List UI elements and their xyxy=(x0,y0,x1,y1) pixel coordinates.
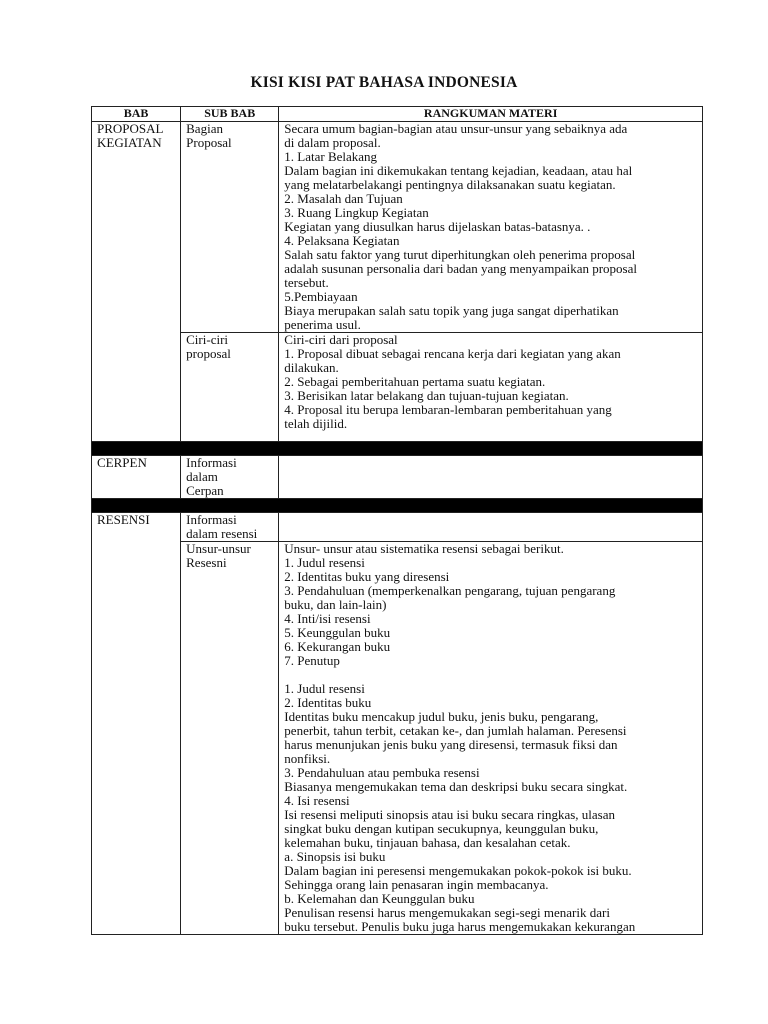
materi-line: Ciri-ciri dari proposal xyxy=(284,332,398,347)
section-separator xyxy=(92,499,703,513)
sub-bab-label: dalam xyxy=(186,469,218,484)
materi-cell xyxy=(279,513,703,542)
materi-line: 1. Judul resensi xyxy=(284,681,365,696)
materi-line: Unsur- unsur atau sistematika resensi sebagai berikut. xyxy=(284,541,564,556)
materi-line: 4. Proposal itu berupa lembaran-lembaran pemberitahuan yang xyxy=(284,402,612,417)
materi-line: buku tersebut. Penulis buku juga harus mengemukakan kekurangan xyxy=(284,919,636,934)
materi-line: telah dijilid. xyxy=(284,416,348,431)
kisi-table xyxy=(91,106,703,935)
sub-bab-label: Ciri-ciri xyxy=(186,332,229,347)
materi-line: Biasanya mengemukakan tema dan deskripsi buku secara singkat. xyxy=(284,779,628,794)
materi-line: di dalam proposal. xyxy=(284,135,381,150)
materi-line: 3. Ruang Lingkup Kegiatan xyxy=(284,205,429,220)
materi-line xyxy=(284,668,697,682)
header-sub-bab: SUB BAB xyxy=(181,107,279,122)
materi-line: Biaya merupakan salah satu topik yang juga sangat diperhatikan xyxy=(284,303,619,318)
materi-line: Identitas buku mencakup judul buku, jenis buku, pengarang, xyxy=(284,709,599,724)
bab-label: RESENSI xyxy=(97,512,150,527)
materi-line: 7. Penutup xyxy=(284,653,340,668)
table-row xyxy=(92,333,703,442)
sub-bab-label: Informasi xyxy=(186,512,237,527)
materi-line: kelemahan buku, tinjauan bahasa, dan kesalahan cetak. xyxy=(284,835,571,850)
sub-bab-label: Bagian xyxy=(186,121,223,136)
sub-bab-label: Proposal xyxy=(186,135,232,150)
sub-bab-cell xyxy=(181,333,279,442)
materi-cell xyxy=(279,333,703,442)
header-rangkuman-materi: RANGKUMAN MATERI xyxy=(279,107,703,122)
table-row xyxy=(92,456,703,499)
sub-bab-label: proposal xyxy=(186,346,231,361)
table-row xyxy=(92,122,703,333)
sub-bab-label: dalam resensi xyxy=(186,526,258,541)
materi-line: 4. Pelaksana Kegiatan xyxy=(284,233,400,248)
materi-line: 5.Pembiayaan xyxy=(284,289,358,304)
materi-line: 4. Isi resensi xyxy=(284,793,350,808)
sub-bab-label: Cerpan xyxy=(186,483,224,498)
table-row xyxy=(92,542,703,935)
materi-line: Salah satu faktor yang turut diperhitungkan oleh penerima proposal xyxy=(284,247,636,262)
materi-line: nonfiksi. xyxy=(284,751,331,766)
sub-bab-label: Resesni xyxy=(186,555,227,570)
materi-lines xyxy=(284,333,697,431)
materi-line: adalah susunan personalia dari badan yang menyampaikan proposal xyxy=(284,261,637,276)
materi-line: 6. Kekurangan buku xyxy=(284,639,391,654)
materi-line: 3. Pendahuluan (memperkenalkan pengarang, tujuan pengarang xyxy=(284,583,616,598)
section-separator xyxy=(92,442,703,456)
materi-line: penerima usul. xyxy=(284,317,361,332)
materi-line: 2. Sebagai pemberitahuan pertama suatu kegiatan. xyxy=(284,374,546,389)
materi-line: Isi resensi meliputi sinopsis atau isi buku secara ringkas, ulasan xyxy=(284,807,616,822)
bab-label: KEGIATAN xyxy=(97,135,162,150)
materi-line: 4. Inti/isi resensi xyxy=(284,611,371,626)
materi-line: tersebut. xyxy=(284,275,329,290)
materi-line: Dalam bagian ini peresensi mengemukakan pokok-pokok isi buku. xyxy=(284,863,632,878)
header-bab: BAB xyxy=(92,107,181,122)
materi-line: 1. Proposal dibuat sebagai rencana kerja dari kegiatan yang akan xyxy=(284,346,621,361)
sub-bab-label: Informasi xyxy=(186,455,237,470)
bab-cell-resensi xyxy=(92,513,181,935)
bab-cell-proposal xyxy=(92,122,181,442)
materi-line: Sehingga orang lain penasaran ingin membacanya. xyxy=(284,877,549,892)
materi-line: 2. Masalah dan Tujuan xyxy=(284,191,403,206)
sub-bab-cell xyxy=(181,122,279,333)
materi-line: penerbit, tahun terbit, cetakan ke-, dan jumlah halaman. Peresensi xyxy=(284,723,627,738)
sub-bab-cell xyxy=(181,542,279,935)
materi-lines xyxy=(284,542,697,934)
sub-bab-label: Unsur-unsur xyxy=(186,541,251,556)
sub-bab-cell xyxy=(181,456,279,499)
materi-line: Dalam bagian ini dikemukakan tentang kejadian, keadaan, atau hal xyxy=(284,163,633,178)
materi-line: buku, dan lain-lain) xyxy=(284,597,387,612)
materi-line: 3. Berisikan latar belakang dan tujuan-tujuan kegiatan. xyxy=(284,388,569,403)
sub-bab-cell xyxy=(181,513,279,542)
materi-line: 3. Pendahuluan atau pembuka resensi xyxy=(284,765,480,780)
materi-cell xyxy=(279,122,703,333)
materi-line: dilakukan. xyxy=(284,360,339,375)
materi-line: harus menunjukan jenis buku yang diresensi, termasuk fiksi dan xyxy=(284,737,618,752)
materi-lines xyxy=(284,122,697,332)
materi-cell xyxy=(279,456,703,499)
materi-line: 2. Identitas buku xyxy=(284,695,372,710)
materi-line: a. Sinopsis isi buku xyxy=(284,849,386,864)
bab-cell-cerpen xyxy=(92,456,181,499)
document-title: KISI KISI PAT BAHASA INDONESIA xyxy=(250,74,518,91)
materi-line: Secara umum bagian-bagian atau unsur-unsur yang sebaiknya ada xyxy=(284,121,628,136)
bab-label: PROPOSAL xyxy=(97,121,164,136)
materi-line: 1. Judul resensi xyxy=(284,555,365,570)
table-row xyxy=(92,513,703,542)
materi-line: singkat buku dengan kutipan secukupnya, keunggulan buku, xyxy=(284,821,599,836)
materi-cell xyxy=(279,542,703,935)
materi-line: 5. Keunggulan buku xyxy=(284,625,391,640)
materi-line: b. Kelemahan dan Keunggulan buku xyxy=(284,891,475,906)
materi-line: Penulisan resensi harus mengemukakan segi-segi menarik dari xyxy=(284,905,610,920)
bab-label: CERPEN xyxy=(97,455,147,470)
materi-line: 1. Latar Belakang xyxy=(284,149,378,164)
table-header-row xyxy=(92,107,703,122)
materi-line: 2. Identitas buku yang diresensi xyxy=(284,569,450,584)
materi-line: yang melatarbelakangi pentingnya dilaksanakan suatu kegiatan. xyxy=(284,177,616,192)
materi-line: Kegiatan yang diusulkan harus dijelaskan batas-batasnya. . xyxy=(284,219,591,234)
